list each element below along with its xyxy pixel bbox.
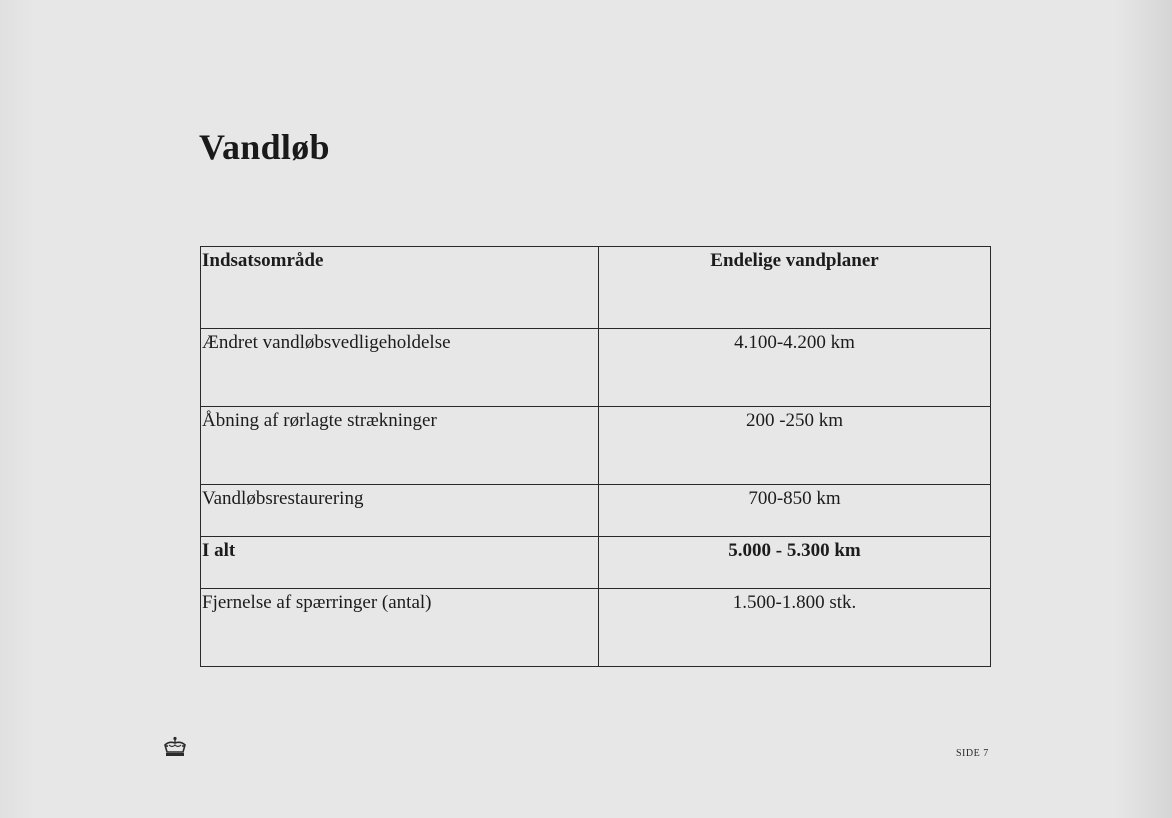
header-final-plans-label: Endelige vandplaner bbox=[710, 250, 879, 271]
value-text: 1.500-1.800 stk. bbox=[732, 592, 857, 613]
table-row bbox=[201, 589, 991, 667]
total-label: I alt bbox=[202, 540, 236, 561]
table-row bbox=[201, 407, 991, 485]
page-number: SIDE 7 bbox=[956, 748, 989, 759]
header-final-plans bbox=[599, 247, 991, 329]
area-cell bbox=[201, 485, 599, 537]
header-area bbox=[201, 247, 599, 329]
value-text: 200 -250 km bbox=[745, 410, 844, 431]
area-cell bbox=[201, 329, 599, 407]
area-text: Vandløbsrestaurering bbox=[202, 488, 364, 509]
table-total-row bbox=[201, 537, 991, 589]
table-row bbox=[201, 485, 991, 537]
page-title: Vandløb bbox=[199, 127, 330, 167]
crown-icon bbox=[163, 736, 187, 758]
table-header-row bbox=[201, 247, 991, 329]
area-cell bbox=[201, 589, 599, 667]
value-cell bbox=[599, 485, 991, 537]
value-cell bbox=[599, 589, 991, 667]
value-cell bbox=[599, 329, 991, 407]
area-text: Ændret vandløbsvedligeholdelse bbox=[202, 332, 451, 353]
area-cell bbox=[201, 407, 599, 485]
value-text: 700-850 km bbox=[748, 488, 841, 509]
total-value: 5.000 - 5.300 km bbox=[728, 540, 861, 561]
total-area-cell bbox=[201, 537, 599, 589]
area-text: Åbning af rørlagte strækninger bbox=[202, 410, 437, 431]
header-area-label: Indsatsområde bbox=[202, 250, 324, 271]
value-text: 4.100-4.200 km bbox=[734, 332, 855, 353]
area-text: Fjernelse af spærringer (antal) bbox=[202, 592, 432, 613]
value-cell bbox=[599, 407, 991, 485]
river-plan-table bbox=[200, 246, 991, 667]
table-row bbox=[201, 329, 991, 407]
total-value-cell bbox=[599, 537, 991, 589]
